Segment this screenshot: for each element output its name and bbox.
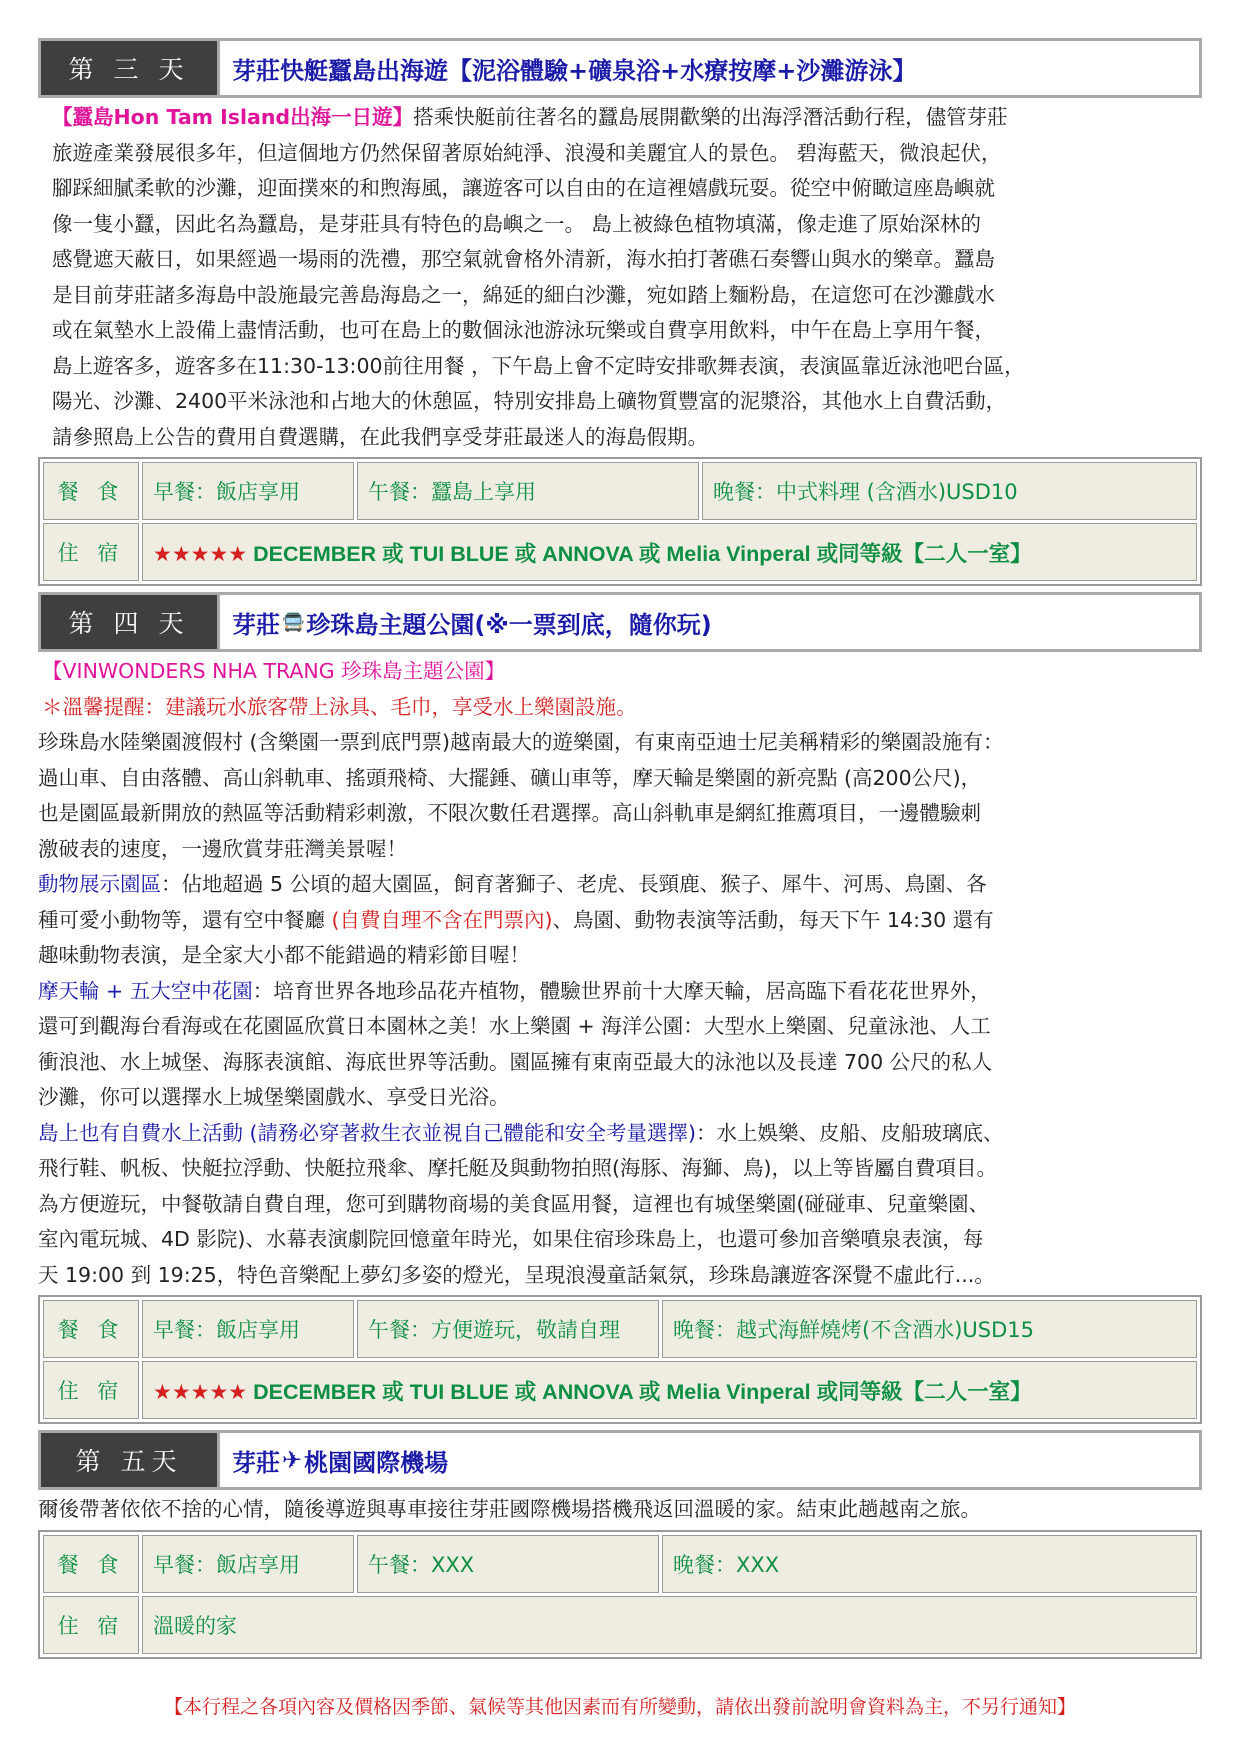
- day4-wheel-heading: 摩天輪 + 五大空中花園: [38, 978, 253, 1003]
- day4-wheel-line: 沙灘，你可以選擇水上城堡樂園戲水、享受日光浴。: [38, 1085, 510, 1109]
- footer-notice: 【本行程之各項內容及價格因季節、氣候等其他因素而有所變動，請依出發前說明會資料為主，不另行通知】: [163, 1696, 1076, 1718]
- day4-wheel-line: 衝浪池、水上城堡、海豚表演館、海底世界等活動。園區擁有東南亞最大的泳池以及長達 700 公尺的私人: [38, 1049, 993, 1074]
- day3-line-7: 島上遊客多，遊客多在11:30-13:00前往用餐 ，下午島上會不定時安排歌舞表演，表演區靠近泳池吧台區，: [52, 353, 1025, 378]
- day5-stay: 溫暖的家: [142, 1596, 1197, 1654]
- day4-star-rating: ★★★★★: [153, 1379, 248, 1404]
- day3-line-9: 請參照島上公告的費用自費選購，在此我們享受芽莊最迷人的海島假期。: [52, 424, 708, 449]
- day4-water-line: 飛行鞋、帆板、快艇拉浮動、快艇拉飛傘、摩托艇及與動物拍照(海豚、海獅、鳥)，以上等皆屬自費項目。: [38, 1156, 997, 1180]
- day4-hotel: ★★★★★ DECEMBER 或 TUI BLUE 或 ANNOVA 或 Melia Vinperal 或同等級【二人一室】: [142, 1361, 1197, 1419]
- day5-stay-label: 住 宿: [43, 1596, 139, 1654]
- day5-meals-label: 餐 食: [43, 1535, 139, 1593]
- day5-info-table: [38, 1530, 1202, 1659]
- day4-zoo-line-1: 動物展示園區：佔地超過 5 公頃的超大園區，飼育著獅子、老虎、長頸鹿、猴子、犀牛、河馬、鳥園、各: [38, 872, 987, 896]
- day4-reminder: ＊溫馨提醒：建議玩水旅客帶上泳具、毛巾，享受水上樂園設施。: [42, 694, 637, 719]
- day4-park-name: 【VINWONDERS NHA TRANG 珍珠島主題公園】: [42, 659, 506, 683]
- day3-info-table: [38, 457, 1202, 586]
- day5-header: [38, 1430, 1202, 1490]
- day5-description: 爾後帶著依依不捨的心情，隨後導遊與專車接往芽莊國際機場搭機飛返回溫暖的家。結束此趟越南之旅。: [38, 1497, 981, 1521]
- day3-lunch: 午餐：蠶島上享用: [357, 462, 699, 520]
- day4-meals-label: 餐 食: [43, 1300, 139, 1358]
- bus-icon: 🚍: [282, 611, 305, 633]
- day4-zoo-line-3: 趣味動物表演，是全家大小都不能錯過的精彩節目喔！: [38, 943, 530, 967]
- day3-line-5: 是目前芽莊諸多海島中設施最完善島海島之一，綿延的細白沙灘，宛如踏上麵粉島，在這您可在沙灘戲水: [52, 282, 995, 307]
- day3-line-3: 像一隻小蠶，因此名為蠶島，是芽莊具有特色的島嶼之一。 島上被綠色植物填滿，像走進了原始深林的: [52, 211, 982, 236]
- day4-zoo-heading: 動物展示園區: [38, 872, 161, 896]
- day4-water-line: 為方便遊玩，中餐敬請自費自理，您可到購物商場的美食區用餐，這裡也有城堡樂園(碰碰車、兒童樂園、: [38, 1191, 989, 1216]
- day4-zoo-line-2: 種可愛小動物等，還有空中餐廳 (自費自理不含在門票內)、鳥園、動物表演等活動，每天下午 14:30 還有: [38, 907, 994, 932]
- day5-dinner: 晚餐：XXX: [662, 1535, 1197, 1593]
- day4-breakfast: 早餐：飯店享用: [142, 1300, 354, 1358]
- day3-breakfast: 早餐：飯店享用: [142, 462, 354, 520]
- day3-line-4: 感覺遮天蔽日，如果經過一場雨的洗禮，那空氣就會格外清新，海水拍打著礁石奏響山與水的樂章。蠶島: [52, 247, 995, 271]
- day4-dinner: 晚餐：越式海鮮燒烤(不含酒水)USD15: [662, 1300, 1197, 1358]
- day4-lunch: 午餐：方便遊玩，敬請自理: [357, 1300, 659, 1358]
- day5-breakfast: 早餐：飯店享用: [142, 1535, 354, 1593]
- day4-meals-row: [43, 1300, 1197, 1358]
- day4-wheel-line: 還可到觀海台看海或在花園區欣賞日本園林之美！水上樂園 + 海洋公園：大型水上樂園、兒童泳池、人工: [38, 1014, 991, 1038]
- day3-line-1: 旅遊產業發展很多年，但這個地方仍然保留著原始純淨、浪漫和美麗宜人的景色。 碧海藍天，微浪起伏，: [52, 140, 1002, 165]
- day4-p1-line: 激破表的速度，一邊欣賞芽莊灣美景喔！: [38, 836, 407, 861]
- day3-meals-row: [43, 462, 1197, 520]
- day4-p1-line: 珍珠島水陸樂園渡假村 (含樂園一票到底門票)越南最大的遊樂園，有東南亞迪士尼美稱精彩的樂園設施有：: [38, 730, 1004, 754]
- day5-meals-row: [43, 1535, 1197, 1593]
- day4-wheel-line-1: 摩天輪 + 五大空中花園：培育世界各地珍品花卉植物，體驗世界前十大摩天輪，居高臨下看花花世界外，: [38, 978, 991, 1003]
- day3-dinner: 晚餐：中式料理 (含酒水)USD10: [702, 462, 1197, 520]
- day4-label: 第 四 天: [41, 595, 217, 649]
- day4-header: [38, 592, 1202, 652]
- day3-title: 芽莊快艇蠶島出海遊【泥浴體驗+礦泉浴+水療按摩+沙灘游泳】: [217, 41, 1199, 95]
- day4-p1-line: 也是園區最新開放的熱區等活動精彩刺激，不限次數任君選擇。高山斜軌車是網紅推薦項目，一邊體驗刺: [38, 801, 981, 825]
- day4-title: 芽莊 🚍 珍珠島主題公園(※一票到底，隨你玩): [217, 595, 1199, 649]
- day3-line-2: 腳踩細膩柔軟的沙灘，迎面撲來的和煦海風，讓遊客可以自由的在這裡嬉戲玩耍。從空中俯瞰這座島嶼就: [52, 176, 995, 200]
- day5-title: 芽莊 ✈ 桃園國際機場: [217, 1433, 1199, 1487]
- day4-water-line: 天 19:00 到 19:25，特色音樂配上夢幻多姿的燈光，呈現浪漫童話氣氛，珍珠島讓遊客深覺不虛此行...。: [38, 1262, 995, 1287]
- day4-stay-label: 住 宿: [43, 1361, 139, 1419]
- day3-label: 第 三 天: [41, 41, 217, 95]
- day3-hotel: ★★★★★ DECEMBER 或 TUI BLUE 或 ANNOVA 或 Melia Vinperal 或同等級【二人一室】: [142, 523, 1197, 581]
- day4-p1-line: 過山車、自由落體、高山斜軌車、搖頭飛椅、大擺錘、礦山車等，摩天輪是樂園的新亮點 (高200公尺)，: [38, 765, 982, 790]
- day4-water-line: 室內電玩城、4D 影院)、水幕表演劇院回憶童年時光，如果住宿珍珠島上，也還可參加音樂噴泉表演，每: [38, 1227, 984, 1251]
- day4-water-line-1: 島上也有自費水上活動 (請務必穿著救生衣並視自己體能和安全考量選擇)：水上娛樂、皮船、皮船玻璃底、: [38, 1120, 1004, 1145]
- day3-line-0: 【蠶島Hon Tam Island出海一日遊】搭乘快艇前往著名的蠶島展開歡樂的出海浮潛活動行程，儘管芽莊: [52, 105, 1008, 129]
- day4-water-heading: 島上也有自費水上活動 (請務必穿著救生衣並視自己體能和安全考量選擇): [38, 1120, 697, 1145]
- day3-intro-highlight: 【蠶島Hon Tam Island出海一日遊】: [52, 105, 414, 129]
- day4-info-table: [38, 1295, 1202, 1424]
- day3-star-rating: ★★★★★: [153, 541, 248, 566]
- day5-stay-row: [43, 1596, 1197, 1654]
- day3-stay-row: [43, 523, 1197, 581]
- day3-line-6: 或在氣墊水上設備上盡情活動，也可在島上的數個泳池游泳玩樂或自費享用飲料，中午在島上享用午餐，: [52, 318, 995, 342]
- day3-description: [38, 100, 1202, 455]
- itinerary-page: [38, 38, 1202, 1665]
- day4-description: [38, 654, 1202, 1293]
- day3-header: [38, 38, 1202, 98]
- airplane-icon: ✈: [282, 1446, 303, 1474]
- day3-line-8: 陽光、沙灘、2400平米泳池和占地大的休憩區，特別安排島上礦物質豐富的泥漿浴，其他水上自費活動，: [52, 389, 1007, 413]
- day3-meals-label: 餐 食: [43, 462, 139, 520]
- day5-lunch: 午餐：XXX: [357, 1535, 659, 1593]
- day5-label: 第 五天: [41, 1433, 217, 1487]
- day3-stay-label: 住 宿: [43, 523, 139, 581]
- day4-stay-row: [43, 1361, 1197, 1419]
